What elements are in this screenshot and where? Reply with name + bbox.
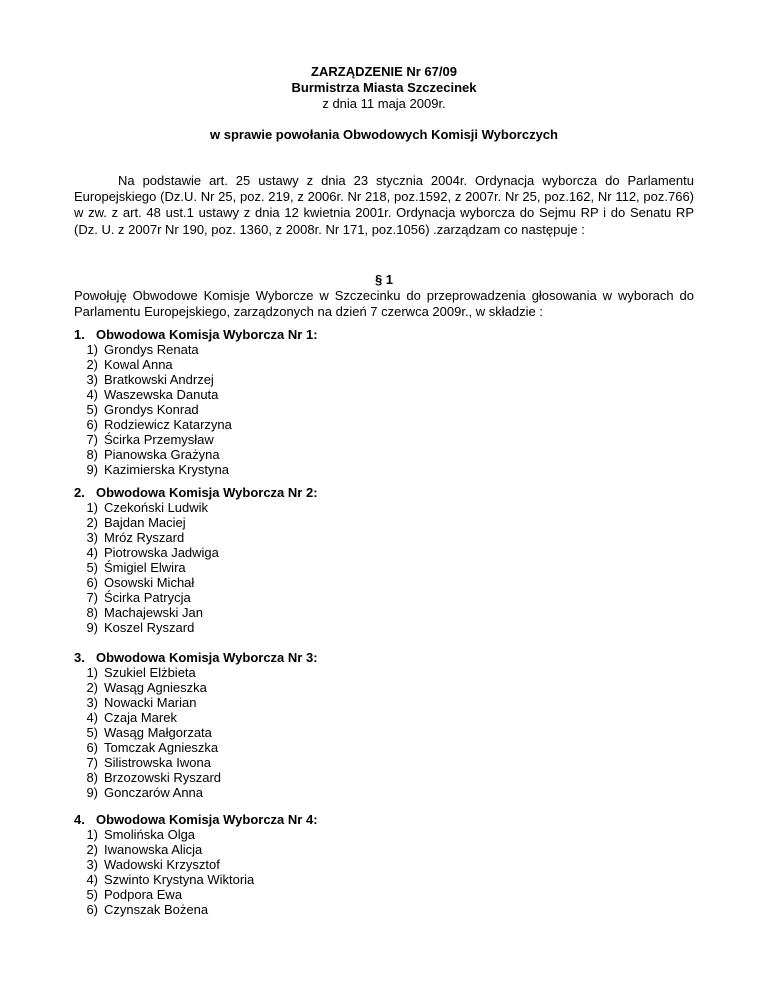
document-date: z dnia 11 maja 2009r. bbox=[322, 96, 446, 111]
member-number: 3) bbox=[86, 372, 98, 387]
list-item bbox=[74, 590, 694, 605]
commission-number: 2. bbox=[74, 485, 85, 500]
member-name: Kazimierska Krystyna bbox=[104, 462, 229, 477]
member-number: 6) bbox=[86, 575, 98, 590]
list-item bbox=[74, 447, 694, 462]
list-item bbox=[74, 462, 694, 477]
list-item bbox=[74, 530, 694, 545]
section-text: Powołuję Obwodowe Komisje Wyborcze w Szczecinku do przeprowadzenia głosowania w wyborach do Parlamentu Europejskiego, zarządzonych na dzień 7 czerwca 2009r., w składzie : bbox=[74, 288, 694, 320]
list-item bbox=[74, 372, 694, 387]
list-item bbox=[74, 680, 694, 695]
list-item bbox=[74, 342, 694, 357]
member-name: Śmigiel Elwira bbox=[104, 560, 186, 575]
member-name: Osowski Michał bbox=[104, 575, 195, 590]
commission-2 bbox=[74, 485, 694, 635]
member-number: 6) bbox=[86, 902, 98, 917]
member-number: 9) bbox=[86, 462, 98, 477]
list-item bbox=[74, 417, 694, 432]
member-name: Silistrowska Iwona bbox=[104, 755, 211, 770]
member-name: Brzozowski Ryszard bbox=[104, 770, 222, 785]
member-number: 1) bbox=[86, 665, 98, 680]
list-item bbox=[74, 725, 694, 740]
member-name: Podpora Ewa bbox=[104, 887, 183, 902]
list-item bbox=[74, 357, 694, 372]
list-item bbox=[74, 710, 694, 725]
member-number: 5) bbox=[86, 560, 98, 575]
list-item bbox=[74, 545, 694, 560]
member-name: Gonczarów Anna bbox=[104, 785, 204, 800]
member-number: 8) bbox=[86, 770, 98, 785]
list-item bbox=[74, 620, 694, 635]
member-number: 5) bbox=[86, 725, 98, 740]
member-number: 2) bbox=[86, 515, 98, 530]
member-number: 8) bbox=[86, 605, 98, 620]
list-item bbox=[74, 827, 694, 842]
member-name: Rodziewicz Katarzyna bbox=[104, 417, 232, 432]
member-name: Tomczak Agnieszka bbox=[104, 740, 219, 755]
member-number: 4) bbox=[86, 545, 98, 560]
section-mark: § 1 bbox=[374, 272, 394, 287]
member-number: 5) bbox=[86, 402, 98, 417]
member-name: Nowacki Marian bbox=[104, 695, 197, 710]
commission-title-text: Obwodowa Komisja Wyborcza Nr 4: bbox=[96, 812, 318, 827]
list-item bbox=[74, 575, 694, 590]
commission-title bbox=[74, 327, 694, 342]
list-item bbox=[74, 872, 694, 887]
member-name: Kowal Anna bbox=[104, 357, 173, 372]
member-name: Wadowski Krzysztof bbox=[104, 857, 220, 872]
member-name: Machajewski Jan bbox=[104, 605, 203, 620]
list-item bbox=[74, 755, 694, 770]
member-name: Ścirka Patrycja bbox=[104, 590, 191, 605]
list-item bbox=[74, 740, 694, 755]
list-item bbox=[74, 605, 694, 620]
commission-title-text: Obwodowa Komisja Wyborcza Nr 3: bbox=[96, 650, 318, 665]
commission-4 bbox=[74, 812, 694, 917]
member-number: 6) bbox=[86, 740, 98, 755]
member-name: Pianowska Grażyna bbox=[104, 447, 220, 462]
member-name: Szukiel Elżbieta bbox=[104, 665, 196, 680]
list-item bbox=[74, 785, 694, 800]
member-name: Bajdan Maciej bbox=[104, 515, 186, 530]
member-name: Mróz Ryszard bbox=[104, 530, 185, 545]
member-name: Czaja Marek bbox=[104, 710, 177, 725]
list-item bbox=[74, 695, 694, 710]
commission-3 bbox=[74, 650, 694, 800]
member-number: 1) bbox=[86, 827, 98, 842]
member-name: Grondys Renata bbox=[104, 342, 199, 357]
commission-number: 1. bbox=[74, 327, 85, 342]
list-item bbox=[74, 887, 694, 902]
member-number: 3) bbox=[86, 857, 98, 872]
list-item bbox=[74, 842, 694, 857]
list-item bbox=[74, 500, 694, 515]
member-name: Bratkowski Andrzej bbox=[104, 372, 214, 387]
list-item bbox=[74, 902, 694, 917]
member-number: 2) bbox=[86, 680, 98, 695]
member-number: 3) bbox=[86, 530, 98, 545]
list-item bbox=[74, 857, 694, 872]
member-number: 7) bbox=[86, 755, 98, 770]
member-name: Wasąg Małgorzata bbox=[104, 725, 212, 740]
member-number: 5) bbox=[86, 887, 98, 902]
document-subject: w sprawie powołania Obwodowych Komisji Wyborczych bbox=[210, 127, 558, 142]
member-number: 9) bbox=[86, 620, 98, 635]
member-name: Ścirka Przemysław bbox=[104, 432, 214, 447]
member-number: 2) bbox=[86, 842, 98, 857]
member-name: Grondys Konrad bbox=[104, 402, 199, 417]
commission-title-text: Obwodowa Komisja Wyborcza Nr 1: bbox=[96, 327, 318, 342]
member-number: 9) bbox=[86, 785, 98, 800]
member-name: Czynszak Bożena bbox=[104, 902, 209, 917]
preamble-text: Na podstawie art. 25 ustawy z dnia 23 stycznia 2004r. Ordynacja wyborcza do Parlamentu Europejskiego (Dz.U. Nr 25, poz. 219, z 2006r. Nr 218, poz.1592, z 2007r. Nr 25, poz.162, Nr 112, poz.766) w zw. z art. 48 ust.1 ustawy z dnia 12 kwietnia 2001r. Ordynacja wyborcza do Sejmu RP i do Senatu RP (Dz. U. z 2007r Nr 190, poz. 1360, z 2008r. Nr 171, poz.1056) .zarządzam co następuje : bbox=[74, 173, 694, 237]
list-item bbox=[74, 515, 694, 530]
member-number: 4) bbox=[86, 710, 98, 725]
member-name: Smolińska Olga bbox=[104, 827, 196, 842]
list-item bbox=[74, 560, 694, 575]
member-name: Czekoński Ludwik bbox=[104, 500, 209, 515]
commission-number: 4. bbox=[74, 812, 85, 827]
commission-1 bbox=[74, 327, 694, 477]
member-number: 8) bbox=[86, 447, 98, 462]
list-item bbox=[74, 402, 694, 417]
list-item bbox=[74, 387, 694, 402]
member-name: Koszel Ryszard bbox=[104, 620, 195, 635]
member-name: Iwanowska Alicja bbox=[104, 842, 203, 857]
list-item bbox=[74, 665, 694, 680]
member-number: 2) bbox=[86, 357, 98, 372]
member-number: 1) bbox=[86, 500, 98, 515]
document-title: ZARZĄDZENIE Nr 67/09 bbox=[311, 64, 457, 79]
member-number: 4) bbox=[86, 872, 98, 887]
list-item bbox=[74, 770, 694, 785]
commission-number: 3. bbox=[74, 650, 85, 665]
member-name: Wasąg Agnieszka bbox=[104, 680, 207, 695]
commission-title bbox=[74, 485, 694, 500]
preamble-paragraph bbox=[74, 173, 694, 238]
commission-title-text: Obwodowa Komisja Wyborcza Nr 2: bbox=[96, 485, 318, 500]
list-item bbox=[74, 432, 694, 447]
member-number: 6) bbox=[86, 417, 98, 432]
document-issuer: Burmistrza Miasta Szczecinek bbox=[291, 80, 477, 95]
member-name: Piotrowska Jadwiga bbox=[104, 545, 219, 560]
member-number: 7) bbox=[86, 432, 98, 447]
commission-title bbox=[74, 650, 694, 665]
commission-title bbox=[74, 812, 694, 827]
member-number: 1) bbox=[86, 342, 98, 357]
member-name: Szwinto Krystyna Wiktoria bbox=[104, 872, 255, 887]
member-number: 4) bbox=[86, 387, 98, 402]
member-number: 3) bbox=[86, 695, 98, 710]
member-name: Waszewska Danuta bbox=[104, 387, 219, 402]
member-number: 7) bbox=[86, 590, 98, 605]
